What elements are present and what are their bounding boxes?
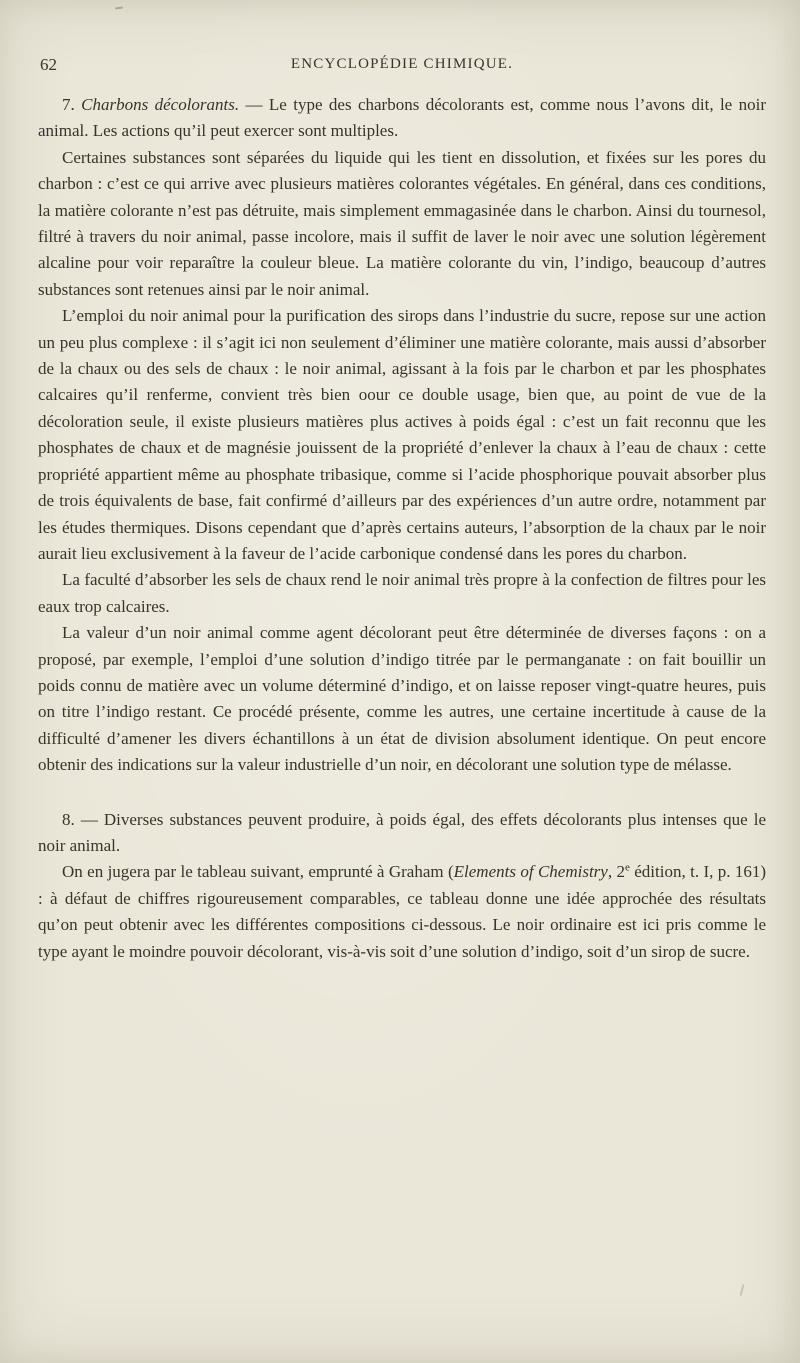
superscript: e xyxy=(624,861,630,874)
scan-speck xyxy=(740,1284,745,1296)
running-title: ENCYCLOPÉDIE CHIMIQUE. xyxy=(290,56,514,72)
scan-speck xyxy=(115,6,123,9)
paragraph xyxy=(38,859,766,965)
text-run: L’emploi du noir animal pour la purification des sirops dans l’industrie du sucre, repose sur une action un peu plus complexe : il s’agit ici non seulement d’éliminer une matière colorante, mais aussi d’absorber de la chaux ou des sels de chaux : le noir animal, agissant à la fois par le charbon et par les phosphates calcaires qu’il renferme, convient très bien oour ce double usage, bien que, au point de vue de la décoloration seule, il existe plusieurs matières plus actives à poids égal : c’est un fait reconnu que les phosphates de chaux et de magnésie jouissent de la propriété d’enlever la chaux à l’eau de chaux : cette propriété appartient même au phosphate tribasique, comme si l’acide phosphorique pouvait absorber plus de trois équivalents de base, fait confirmé d’ailleurs par des expériences d’un autre ordre, notamment par les études thermiques. Disons cependant que d’après certains auteurs, l’absorption de la chaux par le noir aurait lieu exclusivement à la faveur de l’acide carbonique condensé dans les pores du charbon. xyxy=(38,306,766,563)
page-number: 62 xyxy=(40,55,57,74)
text-run: La valeur d’un noir animal comme agent décolorant peut être déterminée de diverses façons : on a proposé, par exemple, l’emploi d’une solution d’indigo titrée par le permanganate : on fait bouillir un poids connu de matière avec un volume déterminé d’indigo, et on laisse reposer vingt-quatre heures, puis on titre l’indigo restant. Ce procédé présente, comme les autres, une certaine incertitude à cause de la difficulté d’amener les divers échantillons à un état de division absolument identique. On peut encore obtenir des indications sur la valeur industrielle d’un noir, en décolorant une solution type de mélasse. xyxy=(38,623,766,775)
text-run: , 2 xyxy=(607,862,625,882)
page-body xyxy=(38,92,766,965)
book-title: Elements of Chemistry xyxy=(453,862,608,882)
paragraph-section-8-intro xyxy=(38,807,766,860)
text-run: Certaines substances sont séparées du liquide qui les tient en dissolution, et fixées sur les pores du charbon : c’est ce qui arrive avec plusieurs matières colorantes végétales. En général, dans ces conditions, la matière colorante n’est pas détruite, mais simplement emmagasinée dans le charbon. Ainsi du tournesol, filtré à travers du noir animal, passe incolore, mais il suffit de laver le noir avec une solution légèrement alcaline pour voir reparaître la couleur bleue. La matière colorante du vin, l’indigo, beaucoup d’autres substances sont retenues ainsi par le noir animal. xyxy=(38,147,766,299)
paragraph xyxy=(38,303,766,567)
text-run: On en jugera par le tableau suivant, emprunté à Graham ( xyxy=(62,862,454,882)
paragraph xyxy=(38,145,766,303)
text-run: 8. — Diverses substances peuvent produire, à poids égal, des effets décolorants plus intenses que le noir animal. xyxy=(38,809,766,855)
paragraph xyxy=(38,620,766,778)
paragraph-section-7-intro xyxy=(38,92,766,145)
paragraph xyxy=(38,567,766,620)
section-number: 7. xyxy=(62,95,82,114)
text-run: — Le type des charbons décolorants est, comme nous l’avons dit, le noir animal. Les actions qu’il peut exercer sont multiples. xyxy=(38,95,767,141)
section-term: Charbons décolorants. xyxy=(81,95,240,114)
text-run: édition, t. I, p. 161) : à défaut de chiffres rigoureusement comparables, ce tableau donne une idée approchée des résultats qu’on peut obtenir avec les différentes compositions ci-dessous. Le noir ordinaire est ici pris comme le type ayant le moindre pouvoir décolorant, vis-à-vis soit d’une solution d’indigo, soit d’un sirop de sucre. xyxy=(38,862,767,961)
page-header xyxy=(38,54,766,76)
text-run: La faculté d’absorber les sels de chaux rend le noir animal très propre à la confection de filtres pour les eaux trop calcaires. xyxy=(38,570,766,616)
